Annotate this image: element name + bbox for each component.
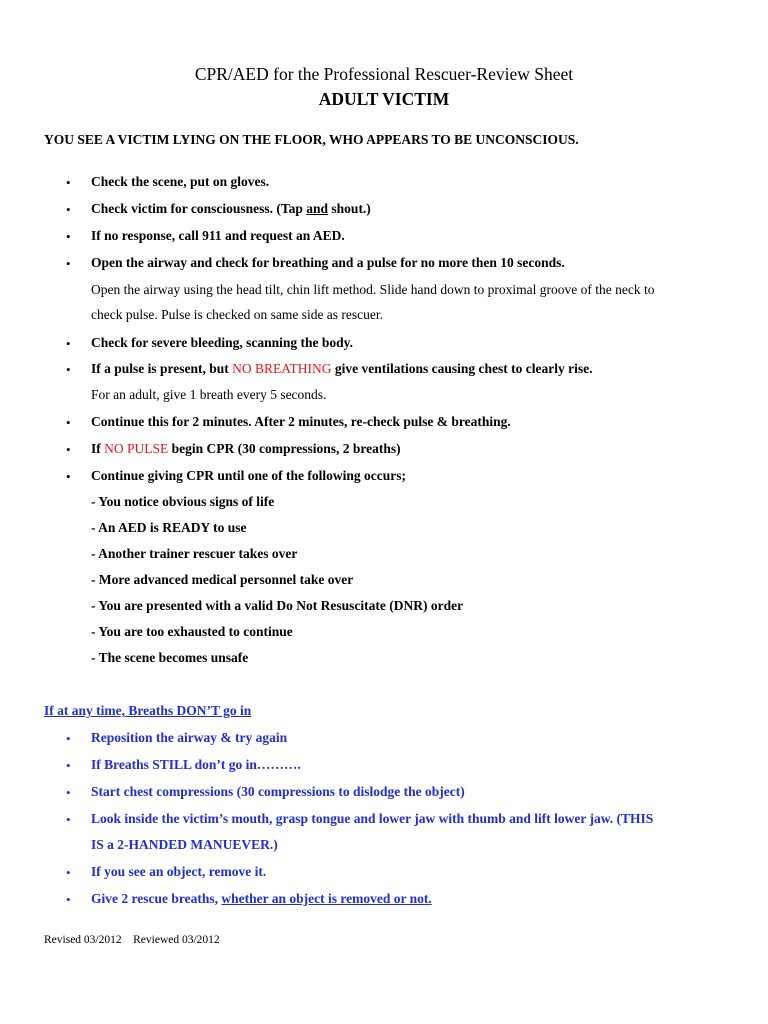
breaths-step-compressions: Start chest compressions (30 compressions to dislodge the object) xyxy=(91,784,465,799)
breaths-step-look: Look inside the victim’s mouth, grasp tongue and lower jaw with thumb and lift lower jaw. (THIS xyxy=(91,811,654,826)
bullet-icon: • xyxy=(66,812,71,827)
bullet-icon: • xyxy=(66,175,71,190)
bullet-icon: • xyxy=(66,362,71,377)
page-subtitle: ADULT VICTIM xyxy=(318,89,450,109)
bullet-icon: • xyxy=(66,202,71,217)
revision-footer: Revised 03/2012 Reviewed 03/2012 xyxy=(44,934,220,946)
step-consciousness: Check victim for consciousness. (Tap and shout.) xyxy=(91,201,371,216)
bullet-icon: • xyxy=(66,865,71,880)
step-pulse: If a pulse is present, but NO BREATHING give ventilations causing chest to clearly rise. xyxy=(91,361,593,376)
scenario-heading: YOU SEE A VICTIM LYING ON THE FLOOR, WHO APPEARS TO BE UNCONSCIOUS. xyxy=(44,132,579,147)
breaths-heading: If at any time, Breaths DON’T go in xyxy=(44,703,252,718)
bullet-icon: • xyxy=(66,785,71,800)
step-no-pulse: If NO PULSE begin CPR (30 compressions, 2 breaths) xyxy=(91,441,401,456)
step-airway-note: check pulse. Pulse is checked on same side as rescuer. xyxy=(91,307,384,322)
bullet-icon: • xyxy=(66,415,71,430)
breaths-step-look-cont: IS a 2-HANDED MANUEVER.) xyxy=(91,837,278,852)
sub-item: - You notice obvious signs of life xyxy=(91,494,275,509)
bullet-icon: • xyxy=(66,758,71,773)
bullet-icon: • xyxy=(66,229,71,244)
bullet-icon: • xyxy=(66,442,71,457)
sub-item: - More advanced medical personnel take over xyxy=(91,572,354,587)
bullet-icon: • xyxy=(66,469,71,484)
sub-item: - You are presented with a valid Do Not Resuscitate (DNR) order xyxy=(91,598,464,613)
step-pulse-note: For an adult, give 1 breath every 5 seconds. xyxy=(91,387,327,402)
bullet-icon: • xyxy=(66,256,71,271)
step-continue: Continue this for 2 minutes. After 2 minutes, re-check pulse & breathing. xyxy=(91,414,511,429)
step-scene: Check the scene, put on gloves. xyxy=(91,174,270,189)
breaths-step-still: If Breaths STILL don’t go in………. xyxy=(91,757,301,772)
bullet-icon: • xyxy=(66,336,71,351)
bullet-icon: • xyxy=(66,892,71,907)
step-airway-note: Open the airway using the head tilt, chin lift method. Slide hand down to proximal groove of the neck to xyxy=(91,282,655,297)
breaths-step-give: Give 2 rescue breaths, whether an object is removed or not. xyxy=(91,891,432,906)
sub-item: - Another trainer rescuer takes over xyxy=(91,546,298,561)
breaths-step-reposition: Reposition the airway & try again xyxy=(91,730,288,745)
bullet-icon: • xyxy=(66,731,71,746)
page-title: CPR/AED for the Professional Rescuer-Review Sheet xyxy=(194,64,574,84)
breaths-step-remove: If you see an object, remove it. xyxy=(91,864,267,879)
step-airway: Open the airway and check for breathing and a pulse for no more then 10 seconds. xyxy=(91,255,565,270)
step-bleeding: Check for severe bleeding, scanning the body. xyxy=(91,335,354,350)
step-call: If no response, call 911 and request an AED. xyxy=(91,228,345,243)
step-cpr-until: Continue giving CPR until one of the following occurs; xyxy=(91,468,407,483)
sub-item: - The scene becomes unsafe xyxy=(91,650,249,665)
sub-item: - You are too exhausted to continue xyxy=(91,624,293,639)
sub-item: - An AED is READY to use xyxy=(91,520,247,535)
